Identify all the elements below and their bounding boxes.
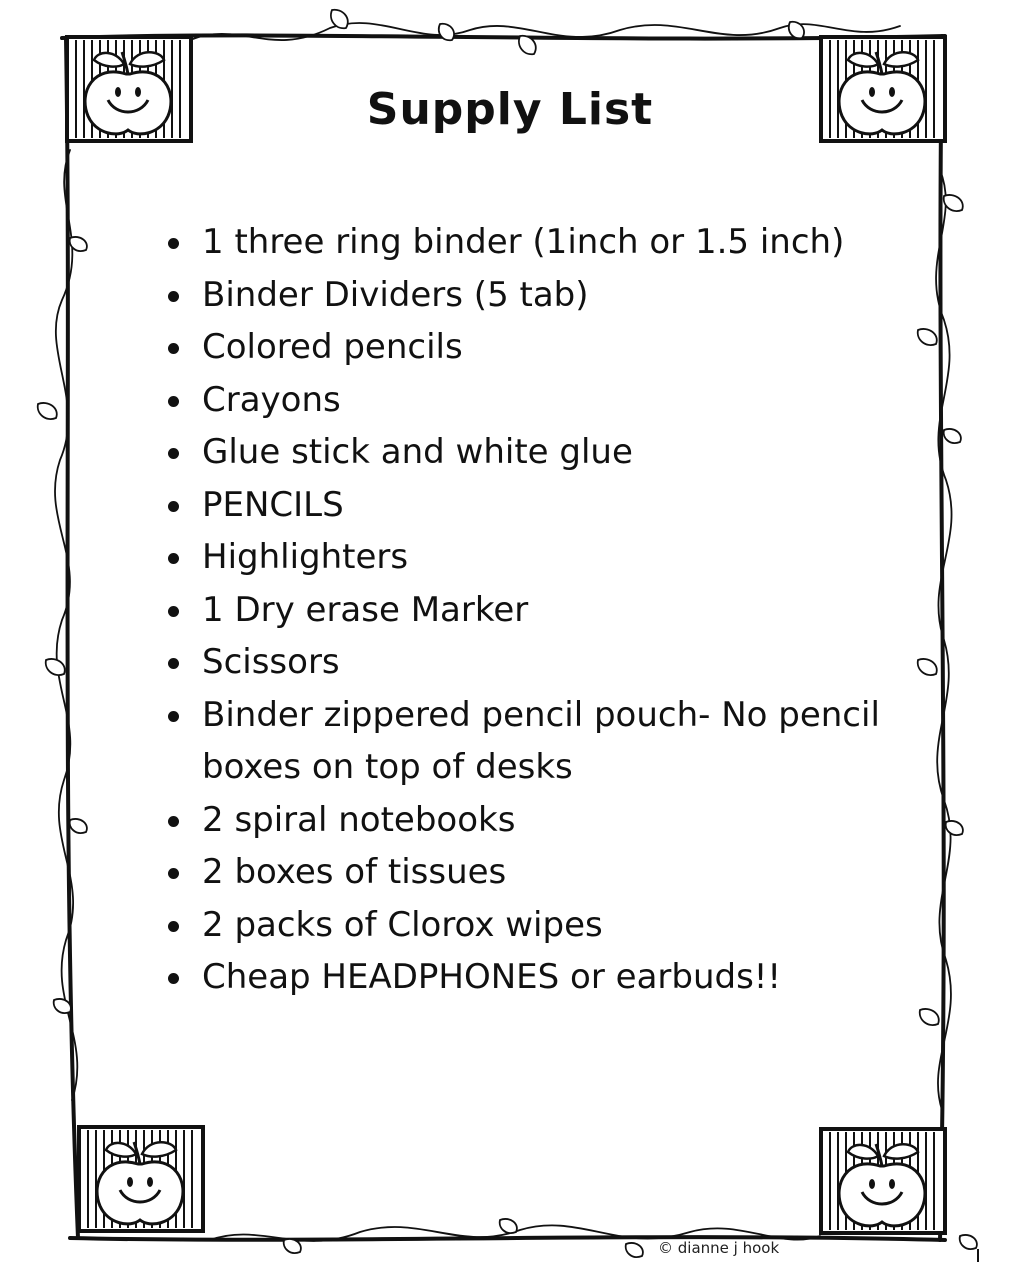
list-item: 2 spiral notebooks — [166, 794, 906, 847]
leaf — [38, 403, 57, 419]
list-item: Scissors — [166, 636, 906, 689]
leaf — [331, 10, 348, 29]
corner-apple-bottom-left — [76, 1124, 206, 1234]
leaf — [918, 329, 937, 345]
leaf — [54, 999, 71, 1013]
list-item: 2 packs of Clorox wipes — [166, 899, 906, 952]
page-title: Supply List — [366, 84, 654, 135]
smiling-apple-icon — [818, 1126, 948, 1236]
list-item: Binder zippered pencil pouch- No pencil boxes on top of desks — [166, 689, 906, 794]
list-item: Binder Dividers (5 tab) — [166, 269, 906, 322]
corner-apple-bottom-right — [818, 1126, 948, 1236]
leaf — [960, 1235, 977, 1249]
edge-mark — [977, 1249, 979, 1262]
list-item: Colored pencils — [166, 321, 906, 374]
list-item: Cheap HEADPHONES or earbuds!! — [166, 951, 906, 1004]
list-item: 1 Dry erase Marker — [166, 584, 906, 637]
list-item: Highlighters — [166, 531, 906, 584]
list-item: Glue stick and white glue — [166, 426, 906, 479]
leaf — [500, 1219, 517, 1233]
list-item: 2 boxes of tissues — [166, 846, 906, 899]
leaf — [918, 659, 937, 675]
list-item: PENCILS — [166, 479, 906, 532]
supply-list — [166, 216, 906, 1004]
leaf — [70, 819, 87, 833]
smiling-apple-icon — [76, 1124, 206, 1234]
copyright-notice: © dianne j hook — [658, 1239, 780, 1257]
leaf — [920, 1009, 939, 1025]
leaf — [626, 1243, 643, 1257]
leaf — [944, 429, 961, 443]
list-item: 1 three ring binder (1inch or 1.5 inch) — [166, 216, 906, 269]
list-item: Crayons — [166, 374, 906, 427]
leaf — [946, 821, 963, 835]
leaf — [944, 195, 963, 211]
leaf — [46, 659, 65, 675]
